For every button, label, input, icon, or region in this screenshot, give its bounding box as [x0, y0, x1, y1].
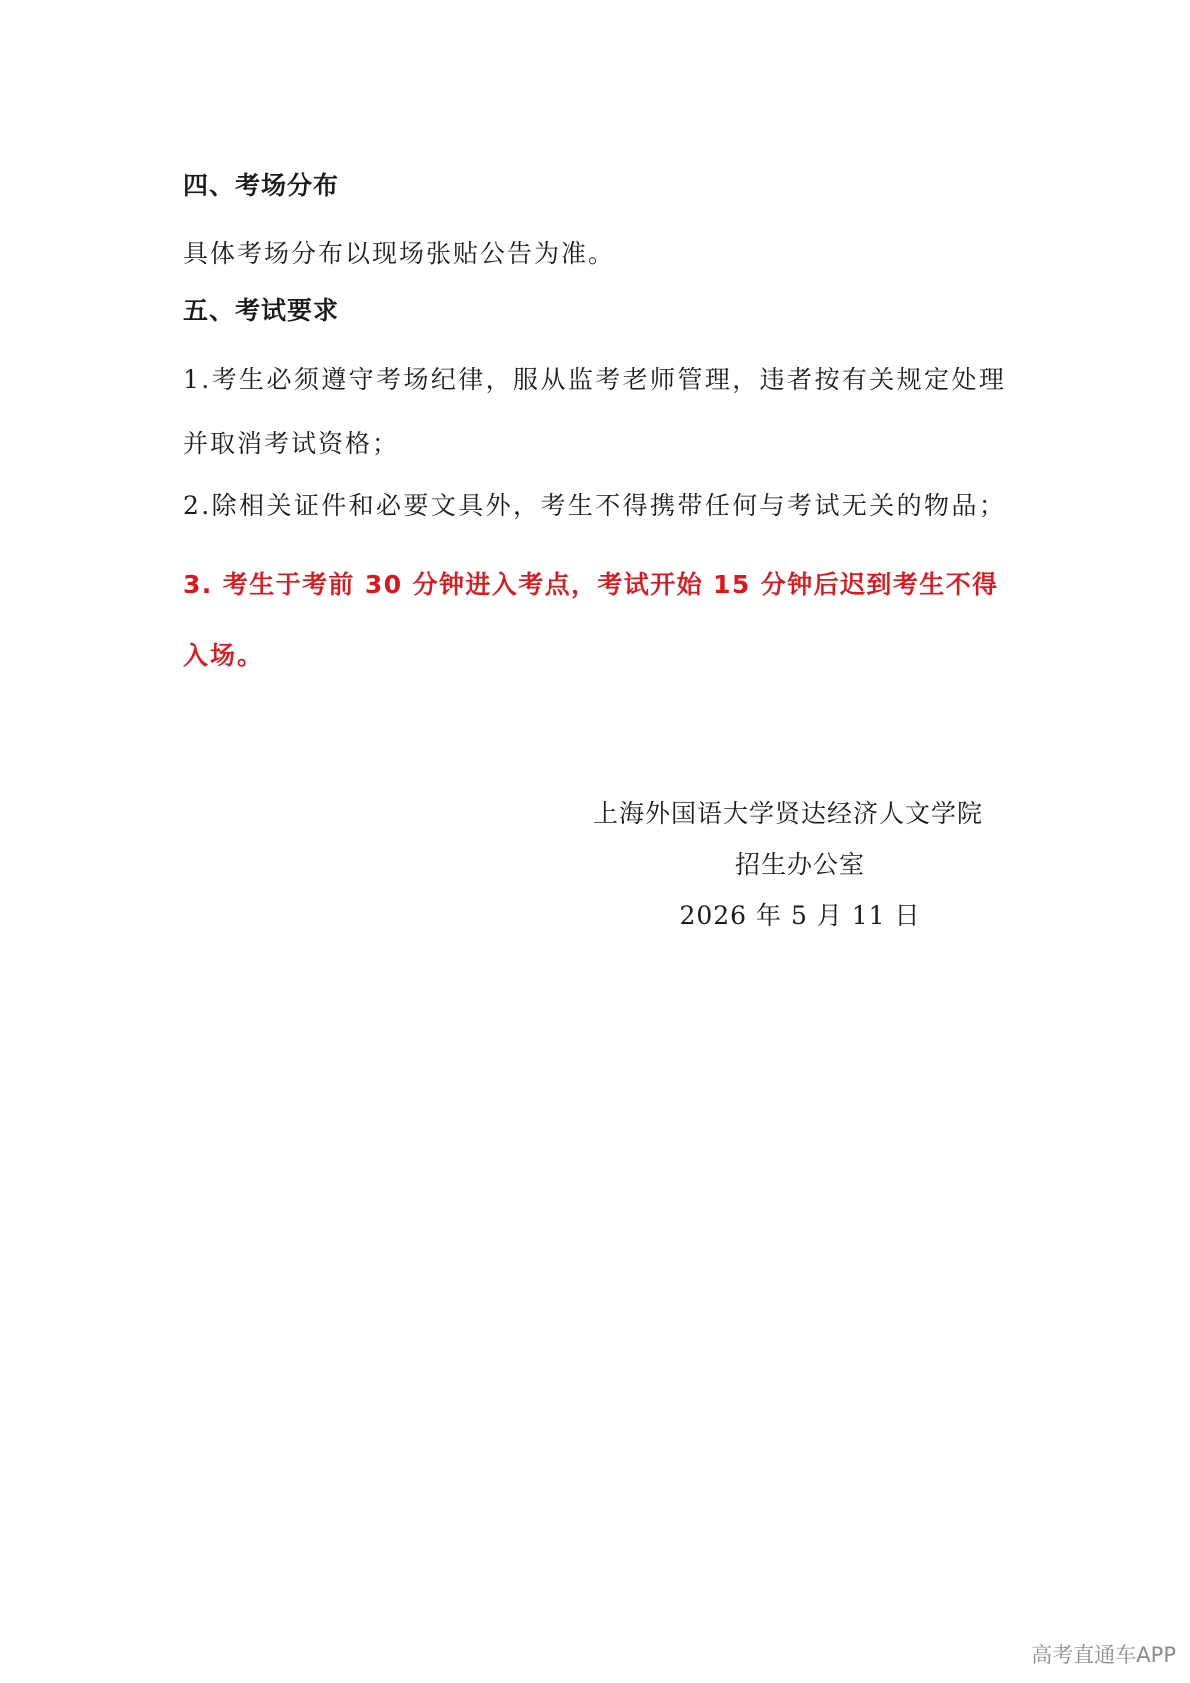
- watermark-text: 高考直通车APP: [1031, 1643, 1176, 1667]
- requirement-3-line-1: 3. 考生于考前 30 分钟进入考点，考试开始 15 分钟后迟到考生不得: [183, 570, 999, 599]
- requirement-3-line-2: 入场。: [183, 641, 265, 670]
- signature-date: 2026 年 5 月 11 日: [679, 901, 921, 930]
- requirement-1-line-2: 并取消考试资格；: [183, 429, 400, 458]
- signature-office: 招生办公室: [734, 850, 865, 879]
- section-4-content: 具体考场分布以现场张贴公告为准。: [183, 239, 616, 268]
- section-4-heading: 四、考场分布: [183, 171, 340, 200]
- requirement-2: 2.除相关证件和必要文具外，考生不得携带任何与考试无关的物品；: [183, 491, 1007, 520]
- signature-organization: 上海外国语大学贤达经济人文学院: [592, 799, 983, 828]
- requirement-1-line-1: 1.考生必须遵守考场纪律，服从监考老师管理，违者按有关规定处理: [183, 365, 1007, 394]
- section-5-heading: 五、考试要求: [183, 296, 340, 325]
